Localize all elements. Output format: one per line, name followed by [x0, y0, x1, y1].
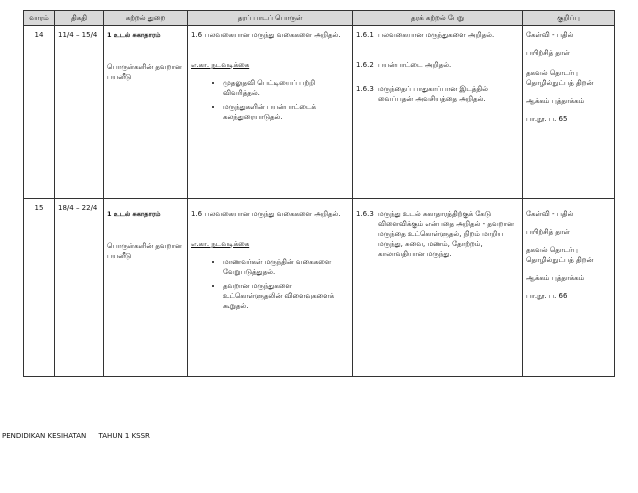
outcome-text: பயன்பாட்டை அறிதல். — [378, 61, 452, 69]
note-item: பயிற்சித் தாள் — [526, 228, 570, 236]
outcome-item — [356, 30, 519, 40]
footer-level: TAHUN 1 KSSR — [98, 432, 150, 440]
notes-cell — [523, 199, 615, 377]
activity-list — [191, 78, 349, 122]
outcome-number: 1.6.3 — [356, 210, 374, 218]
unit-subtitle: பொருள்களின் தவறான பயனீடு — [107, 63, 182, 81]
outcome-text: மருந்தைப் பாதுகாப்பான இடத்தில் வைப்பதன் அவசியத்தை அறிதல். — [378, 85, 488, 103]
note-item: பயிற்சித் தாள் — [526, 49, 570, 57]
list-item: • தவறான மருந்துகளை உட்கொள்ளுதலின் விளைவுகளைக் கூறுதல். — [223, 281, 349, 311]
note-item: ஆக்கம் புத்தாக்கம் — [526, 97, 585, 105]
week-cell: 14 — [24, 26, 55, 199]
header-content-standard: தரப் பாடப் பொருள் — [188, 11, 353, 26]
standard-text: 1.6 பலவகையான மருந்து வகைகளை அறிதல். — [191, 210, 341, 218]
header-row — [24, 11, 615, 26]
learning-area-cell — [104, 26, 188, 199]
note-item: தகவல் தொடர்பு தொழில்நுட்பத் திறன் — [526, 69, 594, 87]
list-item: • மாணவர்கள் மருந்தின் வகைகளை வேறுபடுத்துதல். — [223, 257, 349, 277]
note-item: பா.நூ. ப. 66 — [526, 292, 568, 300]
list-item: • மருந்துகளின் பயன்பாட்டைக் கலந்துரையாடுதல். — [223, 102, 349, 122]
header-learning-standard: தரக் கற்றல் பேறு — [353, 11, 523, 26]
note-item: கேள்வி - பதில் — [526, 31, 574, 39]
activity-label: எ.கா. நடவடிக்கை — [191, 61, 250, 69]
learning-area-cell — [104, 199, 188, 377]
page-footer — [2, 432, 160, 440]
header-notes: குறிப்பு — [523, 11, 615, 26]
learning-standard-cell — [353, 199, 523, 377]
content-standard-cell — [188, 26, 353, 199]
unit-title: 1 உடல் சுகாதாரம் — [107, 31, 161, 39]
header-week: வாரம் — [24, 11, 55, 26]
note-item: தகவல் தொடர்பு தொழில்நுட்பத் திறன் — [526, 246, 594, 264]
header-date: திகதி — [55, 11, 104, 26]
standard-text: 1.6 பலவகையான மருந்து வகைகளை அறிதல். — [191, 31, 341, 39]
list-item: • முதலுதவி பெட்டியைப் பற்றி விவரித்தல். — [223, 78, 349, 98]
table-row — [24, 199, 615, 377]
outcome-text: மருந்து உடல் சுகாதாரத்திற்குக் கேடு விளைவிக்கும் என்பதை அறிதல் - தவறான மருந்தை உட்கொள்ளுதல், நிறம் மாறிய மருந்து, சுவை, மணம், தோற்றம், காலாவதியான மருந்து. — [378, 210, 514, 258]
date-cell: 11/4 – 15/4 — [55, 26, 104, 199]
note-item: கேள்வி - பதில் — [526, 210, 574, 218]
lesson-plan-table — [23, 10, 615, 377]
table-row — [24, 26, 615, 199]
footer-subject: PENDIDIKAN KESIHATAN — [2, 432, 87, 440]
outcome-number: 1.6.2 — [356, 61, 374, 69]
outcome-item — [356, 84, 519, 104]
unit-title: 1 உடல் சுகாதாரம் — [107, 210, 161, 218]
content-standard-cell — [188, 199, 353, 377]
outcome-number: 1.6.3 — [356, 85, 374, 93]
outcome-item — [356, 209, 519, 259]
outcome-text: பலவகையான மருந்துகளை அறிதல். — [378, 31, 495, 39]
unit-subtitle: பொருள்களின் தவறான பயனீடு — [107, 242, 182, 260]
header-learning-area: கற்றல் துறை — [104, 11, 188, 26]
learning-standard-cell — [353, 26, 523, 199]
note-item: ஆக்கம் புத்தாக்கம் — [526, 274, 585, 282]
activity-label: எ.கா. நடவடிக்கை — [191, 240, 250, 248]
date-cell: 18/4 – 22/4 — [55, 199, 104, 377]
activity-list — [191, 257, 349, 311]
week-cell: 15 — [24, 199, 55, 377]
notes-cell — [523, 26, 615, 199]
outcome-item — [356, 60, 519, 70]
note-item: பா.நூ. ப. 65 — [526, 115, 568, 123]
outcome-number: 1.6.1 — [356, 31, 374, 39]
